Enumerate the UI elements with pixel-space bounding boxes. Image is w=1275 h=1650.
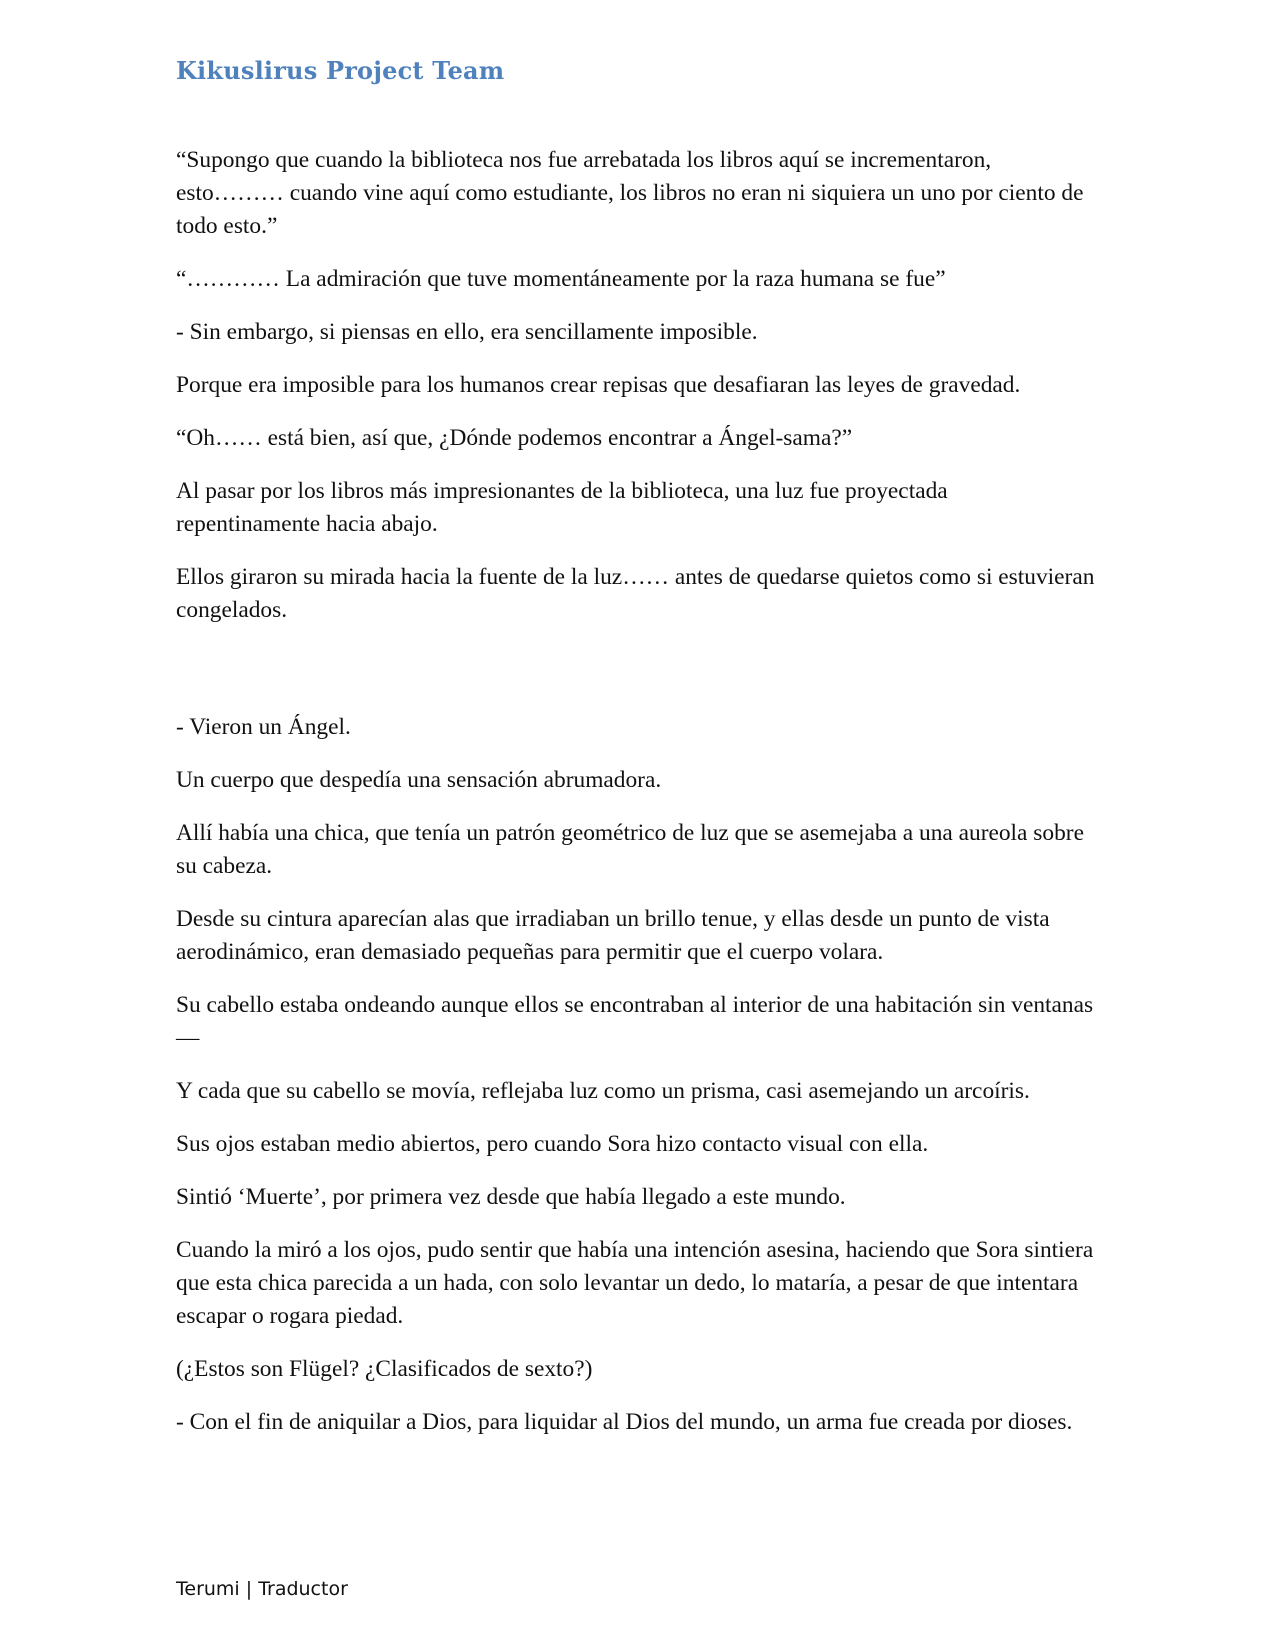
paragraph: (¿Estos son Flügel? ¿Clasificados de sexto?) <box>176 1356 593 1382</box>
paragraph: Allí había una chica, que tenía un patrón geométrico de luz que se asemejaba a una aureola sobre su cabeza. <box>176 820 1084 879</box>
paragraph: Al pasar por los libros más impresionantes de la biblioteca, una luz fue proyectada repentinamente hacia abajo. <box>176 478 948 537</box>
paragraph: Su cabello estaba ondeando aunque ellos se encontraban al interior de una habitación sin ventanas— <box>176 992 1094 1051</box>
paragraph: Sintió ‘Muerte’, por primera vez desde que había llegado a este mundo. <box>176 1184 846 1210</box>
page-footer: Terumi | Traductor <box>176 1578 348 1600</box>
paragraph: “………… La admiración que tuve momentáneamente por la raza humana se fue” <box>176 266 946 292</box>
paragraph: Y cada que su cabello se movía, reflejaba luz como un prisma, casi asemejando un arcoíris. <box>176 1078 1030 1104</box>
body-text <box>176 144 1096 1459</box>
paragraph: Un cuerpo que despedía una sensación abrumadora. <box>176 767 662 793</box>
page-header-title: Kikuslirus Project Team <box>176 56 505 85</box>
paragraph: Sus ojos estaban medio abiertos, pero cuando Sora hizo contacto visual con ella. <box>176 1131 929 1157</box>
paragraph: - Con el fin de aniquilar a Dios, para liquidar al Dios del mundo, un arma fue creada por dioses. <box>176 1409 1073 1435</box>
paragraph: - Vieron un Ángel. <box>176 714 351 740</box>
paragraph: Cuando la miró a los ojos, pudo sentir que había una intención asesina, haciendo que Sora sintiera que esta chica parecida a un hada, con solo levantar un dedo, lo mataría, a pesar de que intentara escapar o rogara piedad. <box>176 1237 1094 1329</box>
paragraph: Ellos giraron su mirada hacia la fuente de la luz…… antes de quedarse quietos como si estuvieran congelados. <box>176 564 1095 623</box>
paragraph: “Oh…… está bien, así que, ¿Dónde podemos encontrar a Ángel-sama?” <box>176 425 853 451</box>
paragraph: Porque era imposible para los humanos crear repisas que desafiaran las leyes de gravedad. <box>176 372 1021 398</box>
section-spacer <box>176 647 1096 711</box>
paragraph: “Supongo que cuando la biblioteca nos fue arrebatada los libros aquí se incrementaron, esto……… cuando vine aquí como estudiante, los libros no eran ni siquiera un uno por ciento de todo esto.” <box>176 147 1084 239</box>
paragraph: - Sin embargo, si piensas en ello, era sencillamente imposible. <box>176 319 758 345</box>
paragraph: Desde su cintura aparecían alas que irradiaban un brillo tenue, y ellas desde un punto de vista aerodinámico, eran demasiado pequeñas para permitir que el cuerpo volara. <box>176 906 1050 965</box>
